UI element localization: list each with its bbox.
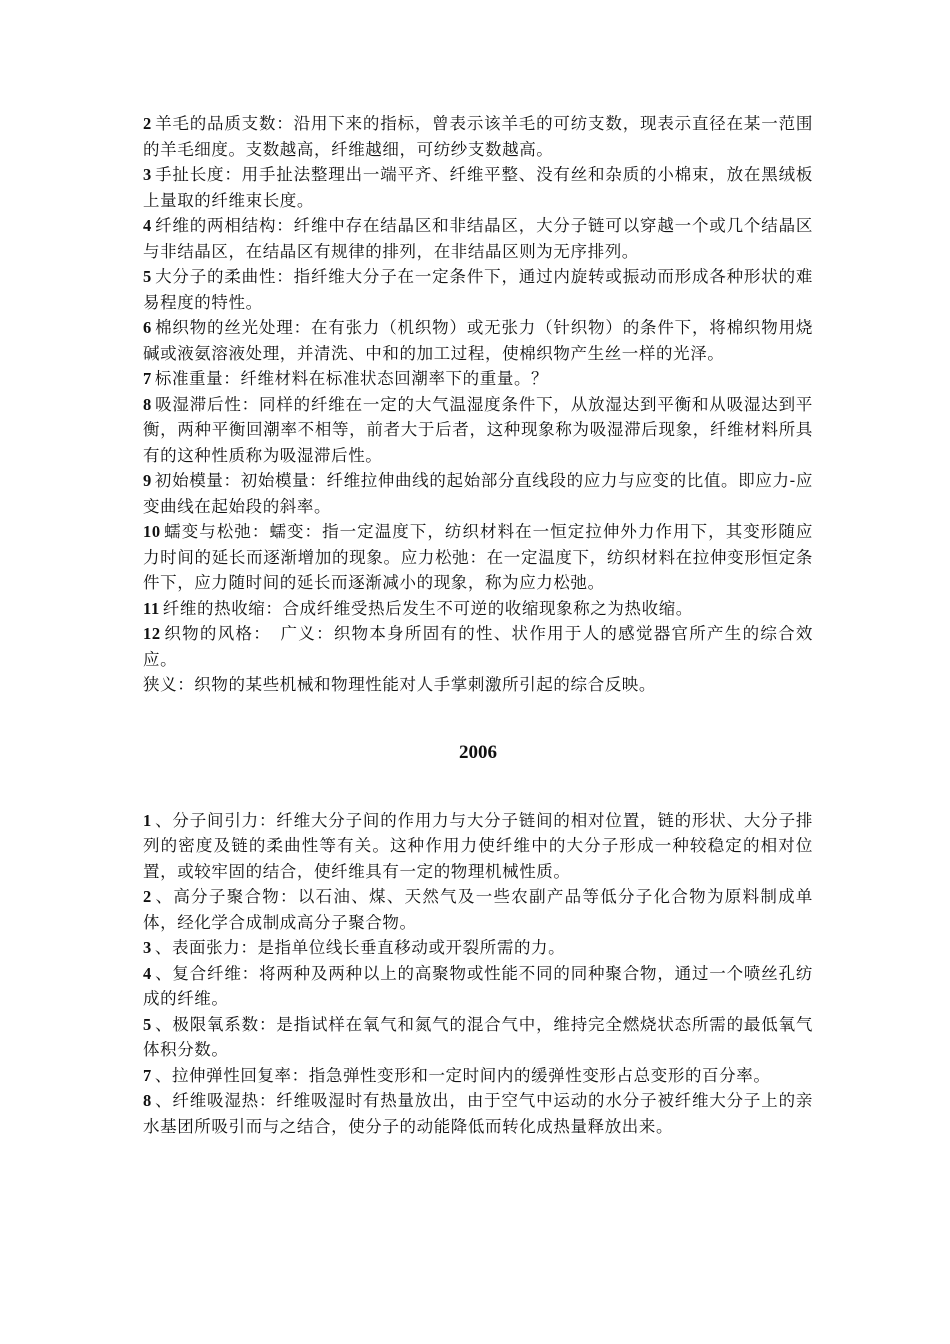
- definitions-section-two: [143, 808, 813, 1140]
- entry-text: 、纤维吸湿热：纤维吸湿时有热量放出，由于空气中运动的水分子被纤维大分子上的亲水基团所吸引而与之结合，使分子的动能降低而转化成热量释放出来。: [143, 1091, 813, 1136]
- definition-entry: [143, 519, 813, 596]
- entry-text: 纤维的热收缩：合成纤维受热后发生不可逆的收缩现象称之为热收缩。: [162, 598, 693, 618]
- entry-number: 5: [143, 1014, 152, 1034]
- definition-entry: [143, 808, 813, 885]
- entry-text: 、高分子聚合物：以石油、煤、天然气及一些农副产品等低分子化合物为原料制成单体，经化学合成制成高分子聚合物。: [143, 887, 813, 932]
- entry-number: 7: [143, 369, 152, 388]
- entry-text: 、复合纤维：将两种及两种以上的高聚物或性能不同的同种聚合物，通过一个喷丝孔纺成的纤维。: [143, 963, 813, 1008]
- entry-text: 手扯长度：用手扯法整理出一端平齐、纤维平整、没有丝和杂质的小棉束，放在黑绒板上量取的纤维束长度。: [143, 165, 813, 210]
- entry-number: 5: [143, 267, 152, 286]
- entry-text: 大分子的柔曲性：指纤维大分子在一定条件下，通过内旋转或振动而形成各种形状的难易程度的特性。: [143, 267, 813, 312]
- entry-text: 标准重量：纤维材料在标准状态回潮率下的重量。？: [154, 369, 549, 388]
- definition-entry: [143, 1088, 813, 1139]
- entry-number: 11: [143, 598, 160, 618]
- entry-number: 3: [143, 165, 152, 184]
- entry-text: 纤维的两相结构：纤维中存在结晶区和非结晶区，大分子链可以穿越一个或几个结晶区与非结晶区，在结晶区有规律的排列，在非结晶区则为无序排列。: [143, 216, 813, 261]
- entry-text: 棉织物的丝光处理：在有张力（机织物）或无张力（针织物）的条件下，将棉织物用烧碱或液氨溶液处理，并清洗、中和的加工过程，使棉织物产生丝一样的光泽。: [143, 318, 813, 363]
- entry-text: 蠕变与松弛：蠕变：指一定温度下，纺织材料在一恒定拉伸外力作用下，其变形随应力时间的延长而逐渐增加的现象。应力松弛：在一定温度下，纺织材料在拉伸变形恒定条件下，应力随时间的延长而逐渐减小的现象，称为应力松弛。: [143, 522, 813, 592]
- document-body: [143, 111, 813, 1139]
- entry-text: 、拉伸弹性回复率：指急弹性变形和一定时间内的缓弹性变形占总变形的百分率。: [154, 1065, 771, 1085]
- definition-entry-continued: [143, 672, 813, 698]
- entry-text: 吸湿滞后性：同样的纤维在一定的大气温湿度条件下，从放湿达到平衡和从吸湿达到平衡，两种平衡回潮率不相等，前者大于后者，这种现象称为吸湿滞后现象，纤维材料所具有的这种性质称为吸湿滞后性。: [143, 394, 813, 465]
- entry-number: 4: [143, 963, 152, 983]
- definition-entry: [143, 1012, 813, 1063]
- entry-text: 、分子间引力：纤维大分子间的作用力与大分子链间的相对位置，链的形状、大分子排列的密度及链的柔曲性等有关。这种作用力使纤维中的大分子形成一种较稳定的相对位置，或较牢固的结合，使纤维具有一定的物理机械性质。: [143, 810, 813, 881]
- definition-entry: [143, 315, 813, 366]
- definition-entry: [143, 264, 813, 315]
- entry-number: 8: [143, 1091, 152, 1110]
- definition-entry: [143, 213, 813, 264]
- entry-text: 狭义：织物的某些机械和物理性能对人手掌刺激所引起的综合反映。: [143, 675, 656, 694]
- definition-entry: [143, 1063, 813, 1089]
- entry-number: 4: [143, 216, 152, 235]
- entry-number: 9: [143, 471, 152, 490]
- entry-number: 2: [143, 114, 152, 133]
- entry-number: 1: [143, 810, 152, 830]
- entry-text: 织物的风格： 广义：织物本身所固有的性、状作用于人的感觉器官所产生的综合效应。: [143, 624, 813, 669]
- definition-entry: [143, 884, 813, 935]
- entry-number: 12: [143, 624, 161, 643]
- year-heading: 2006: [459, 741, 497, 763]
- definition-entry: [143, 111, 813, 162]
- entry-number: 7: [143, 1065, 152, 1085]
- definition-entry: [143, 392, 813, 469]
- entry-number: 2: [143, 887, 152, 906]
- definition-entry: [143, 366, 813, 392]
- entry-text: 、极限氧系数：是指试样在氧气和氮气的混合气中，维持完全燃烧状态所需的最低氧气体积分数。: [143, 1014, 813, 1059]
- entry-number: 6: [143, 318, 152, 337]
- entry-text: 羊毛的品质支数：沿用下来的指标，曾表示该羊毛的可纺支数，现表示直径在某一范围的羊毛细度。支数越高，纤维越细，可纺纱支数越高。: [143, 114, 813, 159]
- entry-text: 初始模量：初始模量：纤维拉伸曲线的起始部分直线段的应力与应变的比值。即应力-应变曲线在起始段的斜率。: [143, 471, 813, 516]
- entry-number: 10: [143, 522, 161, 541]
- definition-entry: [143, 596, 813, 622]
- entry-number: 3: [143, 938, 152, 957]
- entry-number: 8: [143, 394, 152, 414]
- definition-entry: [143, 961, 813, 1012]
- definition-entry: [143, 162, 813, 213]
- definition-entry: [143, 621, 813, 672]
- definition-entry: [143, 935, 813, 961]
- entry-text: 、表面张力：是指单位线长垂直移动或开裂所需的力。: [154, 938, 566, 957]
- definition-entry: [143, 468, 813, 519]
- definitions-section-one: [143, 111, 813, 698]
